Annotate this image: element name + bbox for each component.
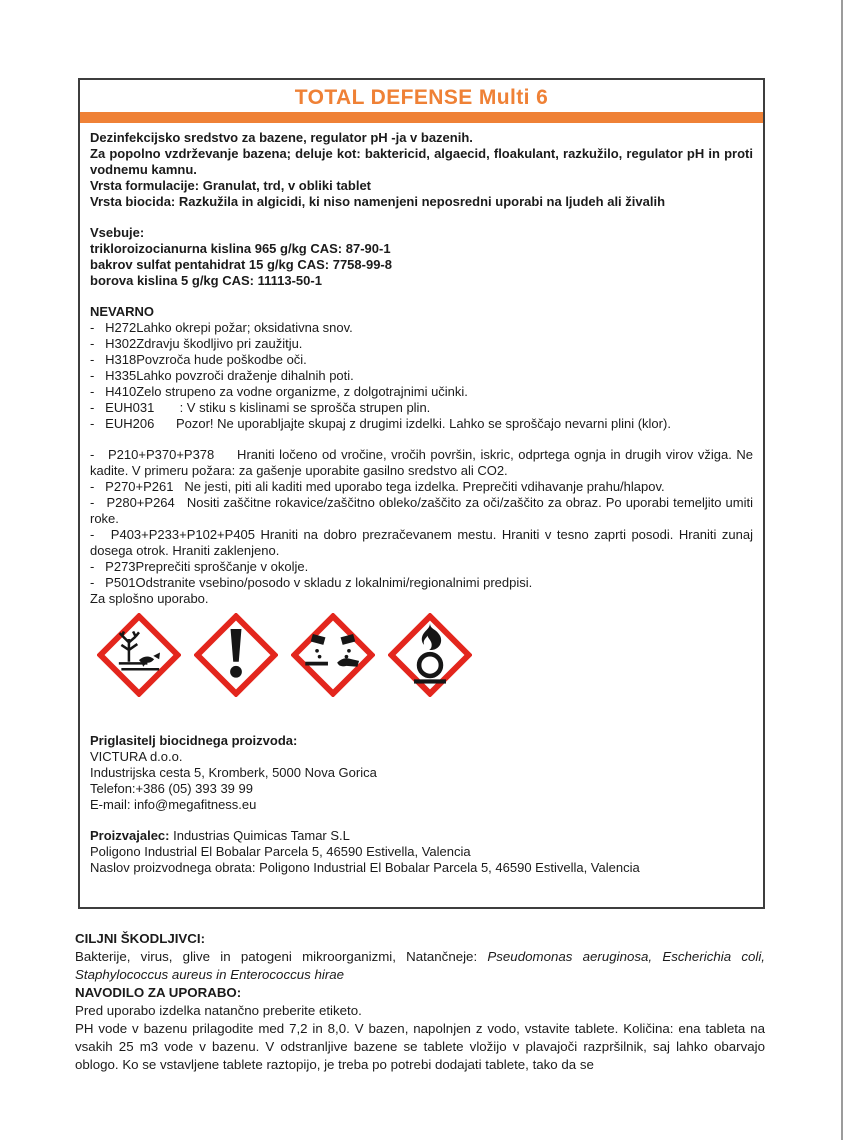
precaution-statement: - P273Preprečiti sproščanje v okolje. [90, 559, 309, 574]
notifier-section [90, 733, 753, 813]
ghs-pictograms-row [90, 613, 753, 699]
contents-heading: Vsebuje: [90, 225, 145, 240]
manufacturer-name: Industrias Quimicas Tamar S.L [169, 828, 350, 843]
notifier-line: VICTURA d.o.o. [90, 749, 183, 764]
notifier-line: E-mail: info@megafitness.eu [90, 797, 257, 812]
ghs-oxidizer-icon [388, 613, 472, 697]
general-use-line: Za splošno uporabo. [90, 591, 209, 606]
manufacturer-line [90, 828, 753, 844]
hazard-statement: - H302Zdravju škodljivo pri zaužitju. [90, 336, 303, 351]
contents-item: trikloroizocianurna kislina 965 g/kg CAS: 87-90-1 [90, 241, 391, 256]
notifier-line: Industrijska cesta 5, Kromberk, 5000 Nova Gorica [90, 765, 377, 780]
hazard-heading: NEVARNO [90, 304, 155, 319]
manufacturer-section [90, 828, 753, 876]
precaution-statement: - P210+P370+P378 Hraniti ločeno od vročine, vročih površin, iskric, odprtega ognja in drugih virov vžiga. Ne kadite. V primeru požara: za gašenje uporabite gasilno sredstvo ali CO2. [90, 447, 757, 478]
notifier-line: Telefon:+386 (05) 393 39 99 [90, 781, 253, 796]
product-label-box [78, 78, 765, 909]
notifier-heading: Priglasitelj biocidnega proizvoda: [90, 733, 298, 748]
hazard-statement: - H335Lahko povzroči draženje dihalnih poti. [90, 368, 354, 383]
label-content [80, 123, 763, 876]
intro-line: Vrsta formulacije: Granulat, trd, v obliki tablet [90, 178, 372, 193]
hazard-statement: - H410Zelo strupeno za vodne organizme, z dolgotrajnimi učinki. [90, 384, 468, 399]
precaution-statement: - P403+P233+P102+P405 Hraniti na dobro prezračevanem mestu. Hraniti v tesno zaprti posodi. Hraniti zunaj dosega otrok. Hraniti zaklenjeno. [90, 527, 757, 558]
hazard-statement: - H318Povzroča hude poškodbe oči. [90, 352, 307, 367]
ghs-environment-icon [97, 613, 181, 697]
manufacturer-line: Naslov proizvodnega obrata: Poligono Industrial El Bobalar Parcela 5, 46590 Estivella, Valencia [90, 860, 640, 875]
hazard-statement: - EUH206 Pozor! Ne uporabljajte skupaj z drugimi izdelki. Lahko se sproščajo nevarni plini (klor). [90, 416, 671, 431]
accent-bar [80, 112, 763, 123]
target-pests-species: Pseudomonas aeruginosa, Escherichia coli, Staphylococcus aureus in Enterococcus hirae [75, 949, 765, 982]
intro-line: Za popolno vzdrževanje bazena; deluje kot: baktericid, algaecid, floakulant, razkužilo, regulator pH in proti vodnemu kamnu. [90, 146, 753, 177]
hazard-statement: - EUH031 : V stiku s kislinami se sprošča strupen plin. [90, 400, 431, 415]
contents-section [90, 225, 753, 289]
intro-line: Vrsta biocida: Razkužila in algicidi, ki niso namenjeni neposredni uporabi na ljudeh ali živalih [90, 194, 666, 209]
hazard-section [90, 304, 753, 432]
instructions-line: Pred uporabo izdelka natančno preberite etiketo. [75, 1003, 362, 1018]
precautions-section [90, 447, 757, 591]
intro-line: Dezinfekcijsko sredstvo za bazene, regulator pH -ja v bazenih. [90, 130, 473, 145]
contents-item: borova kislina 5 g/kg CAS: 11113-50-1 [90, 273, 322, 288]
instructions-heading: NAVODILO ZA UPORABO: [75, 985, 242, 1000]
target-pests-text [75, 948, 765, 984]
hazard-statement: - H272Lahko okrepi požar; oksidativna snov. [90, 320, 353, 335]
product-title: TOTAL DEFENSE Multi 6 [294, 86, 549, 109]
contents-item: bakrov sulfat pentahidrat 15 g/kg CAS: 7758-99-8 [90, 257, 392, 272]
ghs-corrosive-icon [291, 613, 375, 697]
instructions-paragraph: PH vode v bazenu prilagodite med 7,2 in 8,0. V bazen, napolnjen z vodo, vstavite tablete. Količina: ena tableta na vsakih 25 m3 vode v bazenu. V odstranljive bazene se tablete vložijo v plavajoči razpršilnik, saj lahko obarvajo oblogo. Ko se vstavljene tablete raztopijo, je treba po potrebi dodajati tablete, tako da se [75, 1021, 765, 1072]
precaution-statement: - P270+P261 Ne jesti, piti ali kaditi med uporabo tega izdelka. Preprečiti vdihavanje prahu/hlapov. [90, 479, 665, 494]
precaution-statement: - P501Odstranite vsebino/posodo v skladu z lokalnimi/regionalnimi predpisi. [90, 575, 533, 590]
manufacturer-line: Poligono Industrial El Bobalar Parcela 5, 46590 Estivella, Valencia [90, 844, 471, 859]
precaution-statement: - P280+P264 Nositi zaščitne rokavice/zaščitno obleko/zaščito za oči/zaščito za obraz. Po uporabi temeljito umiti roke. [90, 495, 757, 526]
ghs-exclamation-icon [194, 613, 278, 697]
target-pests-lead: Bakterije, virus, glive in patogeni mikroorganizmi, Natančneje: [75, 949, 488, 964]
manufacturer-label: Proizvajalec: [90, 828, 170, 843]
target-pests-heading: CILJNI ŠKODLJIVCI: [75, 931, 206, 946]
page-edge-line [841, 0, 843, 1140]
below-box-section [75, 930, 765, 1074]
